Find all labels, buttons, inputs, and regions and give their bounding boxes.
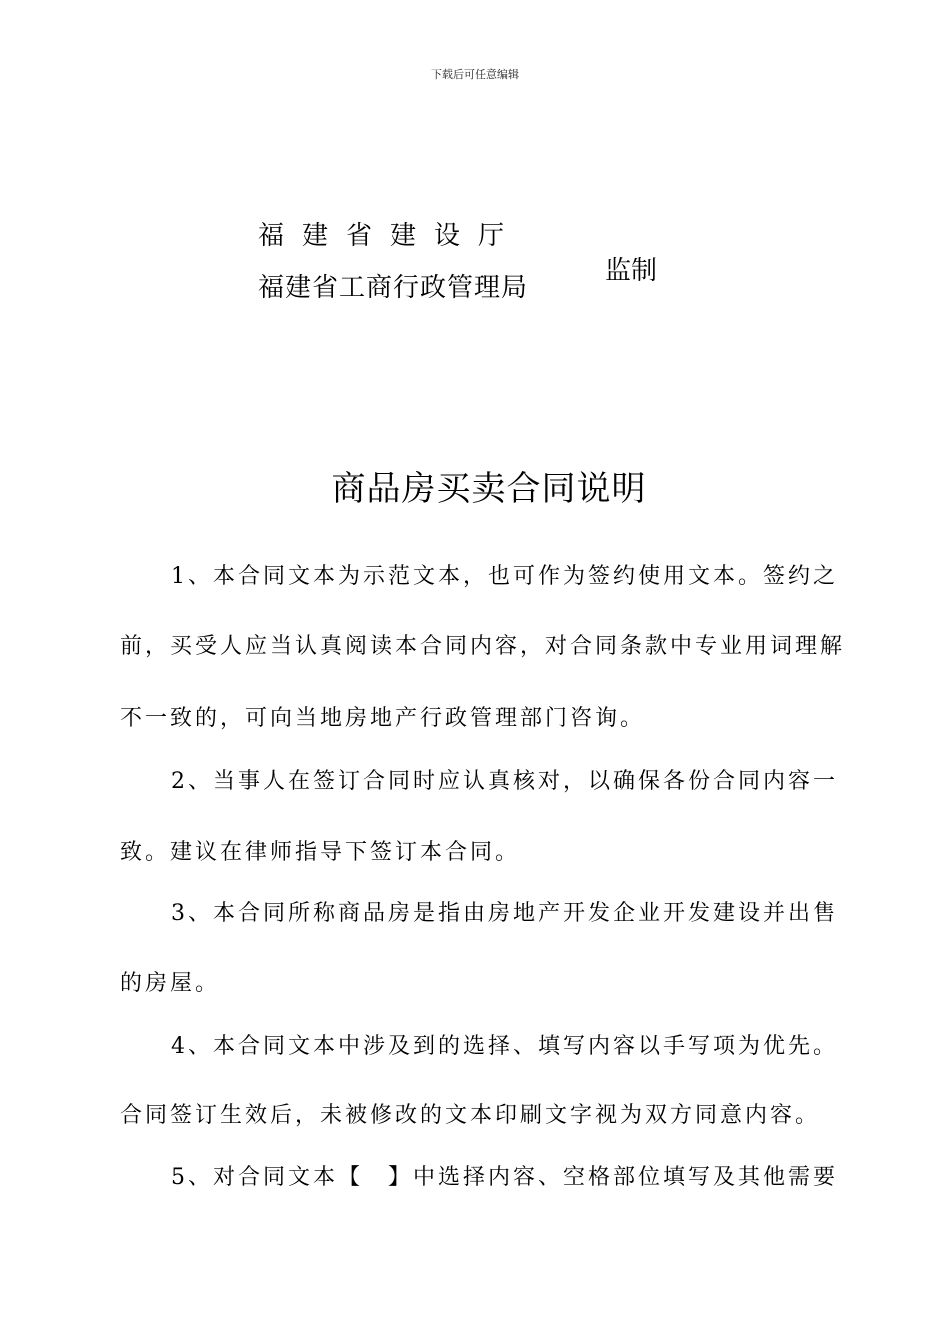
header-note: 下载后可任意编辑	[431, 68, 519, 81]
body-line: 2、当事人在签订合同时应认真核对，以确保各份合同内容一	[171, 769, 838, 794]
issuer-construction-dept: 福建省建设厅	[258, 221, 523, 251]
body-line: 3、本合同所称商品房是指由房地产开发企业开发建设并出售	[171, 901, 838, 926]
body-line: 致。建议在律师指导下签订本合同。	[120, 840, 521, 865]
body-line: 前，买受人应当认真阅读本合同内容，对合同条款中专业用词理解	[120, 634, 846, 659]
supervise-label: 监制	[605, 256, 658, 286]
body-line: 4、本合同文本中涉及到的选择、填写内容以手写项为优先。	[171, 1034, 838, 1059]
issuer-commerce-bureau: 福建省工商行政管理局	[258, 273, 529, 303]
body-line: 的房屋。	[120, 971, 221, 996]
body-line: 合同签订生效后，未被修改的文本印刷文字视为双方同意内容。	[120, 1103, 821, 1128]
body-line: 不一致的，可向当地房地产行政管理部门咨询。	[120, 706, 646, 731]
body-line: 5、对合同文本【 】中选择内容、空格部位填写及其他需要	[171, 1165, 838, 1190]
body-line: 1、本合同文本为示范文本，也可作为签约使用文本。签约之	[171, 564, 838, 589]
document-title: 商品房买卖合同说明	[331, 469, 647, 509]
